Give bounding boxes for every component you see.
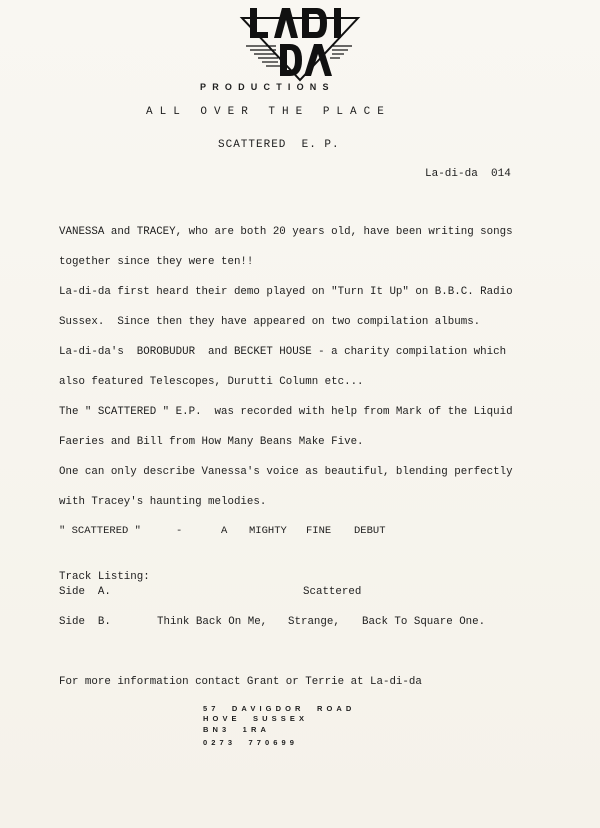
contact-line: For more information contact Grant or Terrie at La-di-da — [59, 676, 422, 688]
side-a-label: Side A. — [59, 586, 111, 598]
track-listing-heading: Track Listing: — [59, 571, 150, 583]
tagline-title: " SCATTERED " — [59, 525, 141, 537]
tagline-dash: - — [176, 525, 183, 537]
body-line: Faeries and Bill from How Many Beans Make Five. — [59, 436, 364, 448]
body-line: with Tracey's haunting melodies. — [59, 496, 267, 508]
body-line: together since they were ten!! — [59, 256, 254, 268]
release-subtitle: SCATTERED E. P. — [218, 139, 340, 151]
body-line: One can only describe Vanessa's voice as beautiful, blending perfectly — [59, 466, 513, 478]
address-phone: 0273 770699 — [203, 738, 299, 747]
catalogue-number: La-di-da 014 — [425, 168, 511, 180]
productions-label: PRODUCTIONS — [200, 82, 335, 92]
tagline-word: DEBUT — [354, 525, 386, 537]
body-line: La-di-da first heard their demo played on "Turn It Up" on B.B.C. Radio — [59, 286, 513, 298]
body-line: The " SCATTERED " E.P. was recorded with help from Mark of the Liquid — [59, 406, 513, 418]
address-postcode: BN3 1RA — [203, 725, 270, 734]
side-b-track: Strange, — [288, 616, 340, 628]
tagline-word: MIGHTY — [249, 525, 287, 537]
address-street: 57 DAVIGDOR ROAD — [203, 704, 356, 713]
side-b-label: Side B. — [59, 616, 111, 628]
release-title: ALL OVER THE PLACE — [146, 106, 391, 118]
side-b-track: Think Back On Me, — [157, 616, 268, 628]
tagline-word: A — [221, 525, 228, 537]
tagline-word: FINE — [306, 525, 332, 537]
body-line: also featured Telescopes, Durutti Column etc... — [59, 376, 364, 388]
ladida-logo — [236, 6, 364, 82]
body-line: La-di-da's BOROBUDUR and BECKET HOUSE - a charity compilation which — [59, 346, 507, 358]
side-a-track: Scattered — [303, 586, 362, 598]
body-line: VANESSA and TRACEY, who are both 20 years old, have been writing songs — [59, 226, 513, 238]
address-town: HOVE SUSSEX — [203, 714, 309, 723]
body-line: Sussex. Since then they have appeared on two compilation albums. — [59, 316, 481, 328]
side-b-track: Back To Square One. — [362, 616, 486, 628]
